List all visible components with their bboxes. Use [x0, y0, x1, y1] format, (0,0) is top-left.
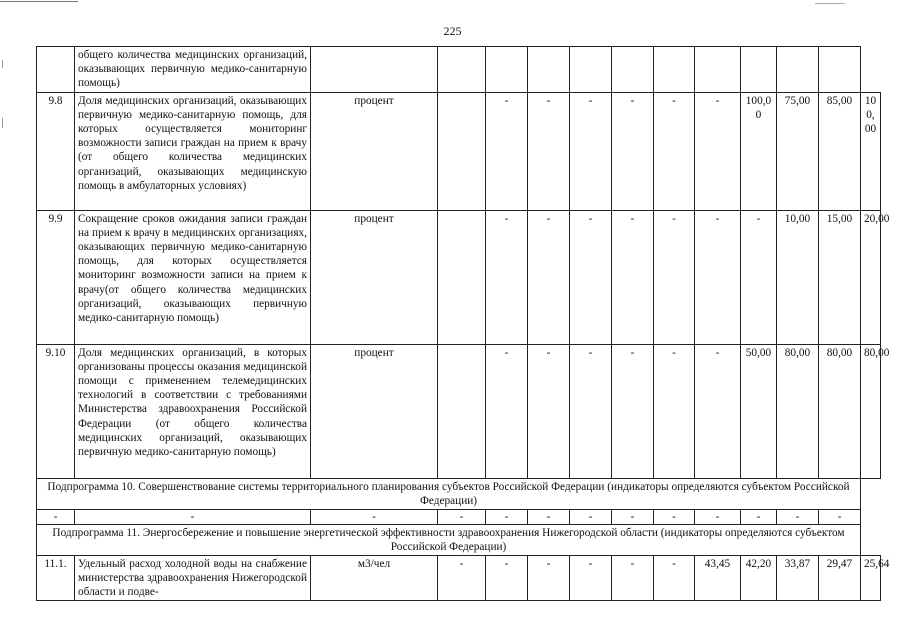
- value-cell: 100,00: [861, 92, 881, 210]
- row-description: Доля медицинских организаций, в которых организованы процессы оказания медицинской помощи с применением телемедицинских технологий в соответствии с требованиями Министерства здравоохранения Российской Федерации (от общего количества медицинских организаций, оказывающих первичную медико-санитарную помощь): [75, 344, 311, 478]
- row-number: 9.10: [37, 344, 75, 478]
- row-unit: процент: [311, 344, 438, 478]
- value-cell: -: [612, 92, 654, 210]
- value-cell: -: [486, 92, 528, 210]
- value-cell: -: [695, 210, 741, 344]
- margin-mark: [2, 60, 3, 68]
- row-unit: процент: [311, 92, 438, 210]
- table-row: [37, 555, 881, 601]
- value-cell: 15,00: [819, 210, 861, 344]
- value-cell: -: [528, 344, 570, 478]
- value-cell: -: [654, 210, 695, 344]
- margin-mark: [2, 118, 3, 128]
- dash-cell: -: [695, 509, 741, 524]
- dash-row: [37, 509, 881, 524]
- table-row: [37, 210, 881, 344]
- page-number: 225: [443, 24, 462, 38]
- value-cell: 25,64: [861, 555, 881, 601]
- value-cell: 20,00: [861, 210, 881, 344]
- row-description: Сокращение сроков ожидания записи граждан на прием к врачу в медицинских организациях, оказывающих первичную медико-санитарную помощь, для которых осуществляется мониторинг возможности записи на прием к врачу(от общего количества медицинских организаций, оказывающих первичную медико-санитарную помощь): [75, 210, 311, 344]
- row-number: 9.8: [37, 92, 75, 210]
- indicators-table: [36, 46, 890, 601]
- value-cell: -: [486, 344, 528, 478]
- top-rule-right: [815, 3, 845, 4]
- value-cell: -: [528, 92, 570, 210]
- value-cell: -: [486, 555, 528, 601]
- value-cell: 29,47: [819, 555, 861, 601]
- subprogram-10-title: Подпрограмма 10. Совершенствование системы территориального планирования субъектов Российской Федерации (индикаторы определяются субъектом Российской Федерации): [37, 478, 861, 509]
- row-number: 11.1.: [37, 555, 75, 601]
- value-cell: -: [570, 555, 612, 601]
- value-cell: -: [570, 92, 612, 210]
- value-cell: 43,45: [695, 555, 741, 601]
- table-row: [37, 47, 881, 93]
- value-cell: -: [695, 92, 741, 210]
- value-cell: 42,20: [741, 555, 777, 601]
- value-cell: -: [528, 210, 570, 344]
- row-unit: процент: [311, 210, 438, 344]
- table-row: [37, 344, 881, 478]
- value-cell: 75,00: [777, 92, 819, 210]
- value-cell: 100,00: [741, 92, 777, 210]
- row-unit: м3/чел: [311, 555, 438, 601]
- value-cell: -: [570, 210, 612, 344]
- value-cell: 80,00: [777, 344, 819, 478]
- dash-cell: -: [528, 509, 570, 524]
- value-cell: -: [612, 555, 654, 601]
- subprogram-row: [37, 524, 881, 555]
- dash-cell: -: [654, 509, 695, 524]
- top-rule: [0, 1, 78, 2]
- subprogram-11-title: Подпрограмма 11. Энергосбережение и повышение энергетической эффективности здравоохранения Нижегородской области (индикаторы определяются субъектом Российской Федерации): [37, 524, 861, 555]
- row-description: Удельный расход холодной воды на снабжение министерства здравоохранения Нижегородской области и подве-: [75, 555, 311, 601]
- dash-cell: -: [741, 509, 777, 524]
- value-cell: -: [612, 344, 654, 478]
- value-cell: -: [654, 555, 695, 601]
- dash-cell: -: [819, 509, 861, 524]
- value-cell: -: [486, 210, 528, 344]
- value-cell: 33,87: [777, 555, 819, 601]
- dash-cell: -: [777, 509, 819, 524]
- value-cell: 10,00: [777, 210, 819, 344]
- dash-cell: -: [486, 509, 528, 524]
- dash-cell: -: [37, 509, 75, 524]
- value-cell: 85,00: [819, 92, 861, 210]
- table-row: [37, 92, 881, 210]
- value-cell: 50,00: [741, 344, 777, 478]
- row-number: [37, 47, 75, 93]
- value-cell: -: [570, 344, 612, 478]
- value-cell: 80,00: [861, 344, 881, 478]
- value-cell: -: [438, 555, 486, 601]
- value-cell: -: [654, 92, 695, 210]
- row-description: общего количества медицинских организаций, оказывающих первичную медико-санитарную помощь): [75, 47, 311, 93]
- value-cell: 80,00: [819, 344, 861, 478]
- value-cell: -: [612, 210, 654, 344]
- value-cell: -: [741, 210, 777, 344]
- dash-cell: -: [75, 509, 311, 524]
- dash-cell: -: [438, 509, 486, 524]
- dash-cell: -: [612, 509, 654, 524]
- value-cell: -: [528, 555, 570, 601]
- value-cell: -: [695, 344, 741, 478]
- subprogram-row: [37, 478, 881, 509]
- row-description: Доля медицинских организаций, оказывающих первичную медико-санитарную помощь, для которых осуществляется мониторинг возможности записи граждан на прием к врачу (от общего количества медицинских организаций, оказывающих медицинскую помощь в амбулаторных условиях): [75, 92, 311, 210]
- value-cell: -: [654, 344, 695, 478]
- dash-cell: -: [570, 509, 612, 524]
- row-number: 9.9: [37, 210, 75, 344]
- dash-cell: -: [311, 509, 438, 524]
